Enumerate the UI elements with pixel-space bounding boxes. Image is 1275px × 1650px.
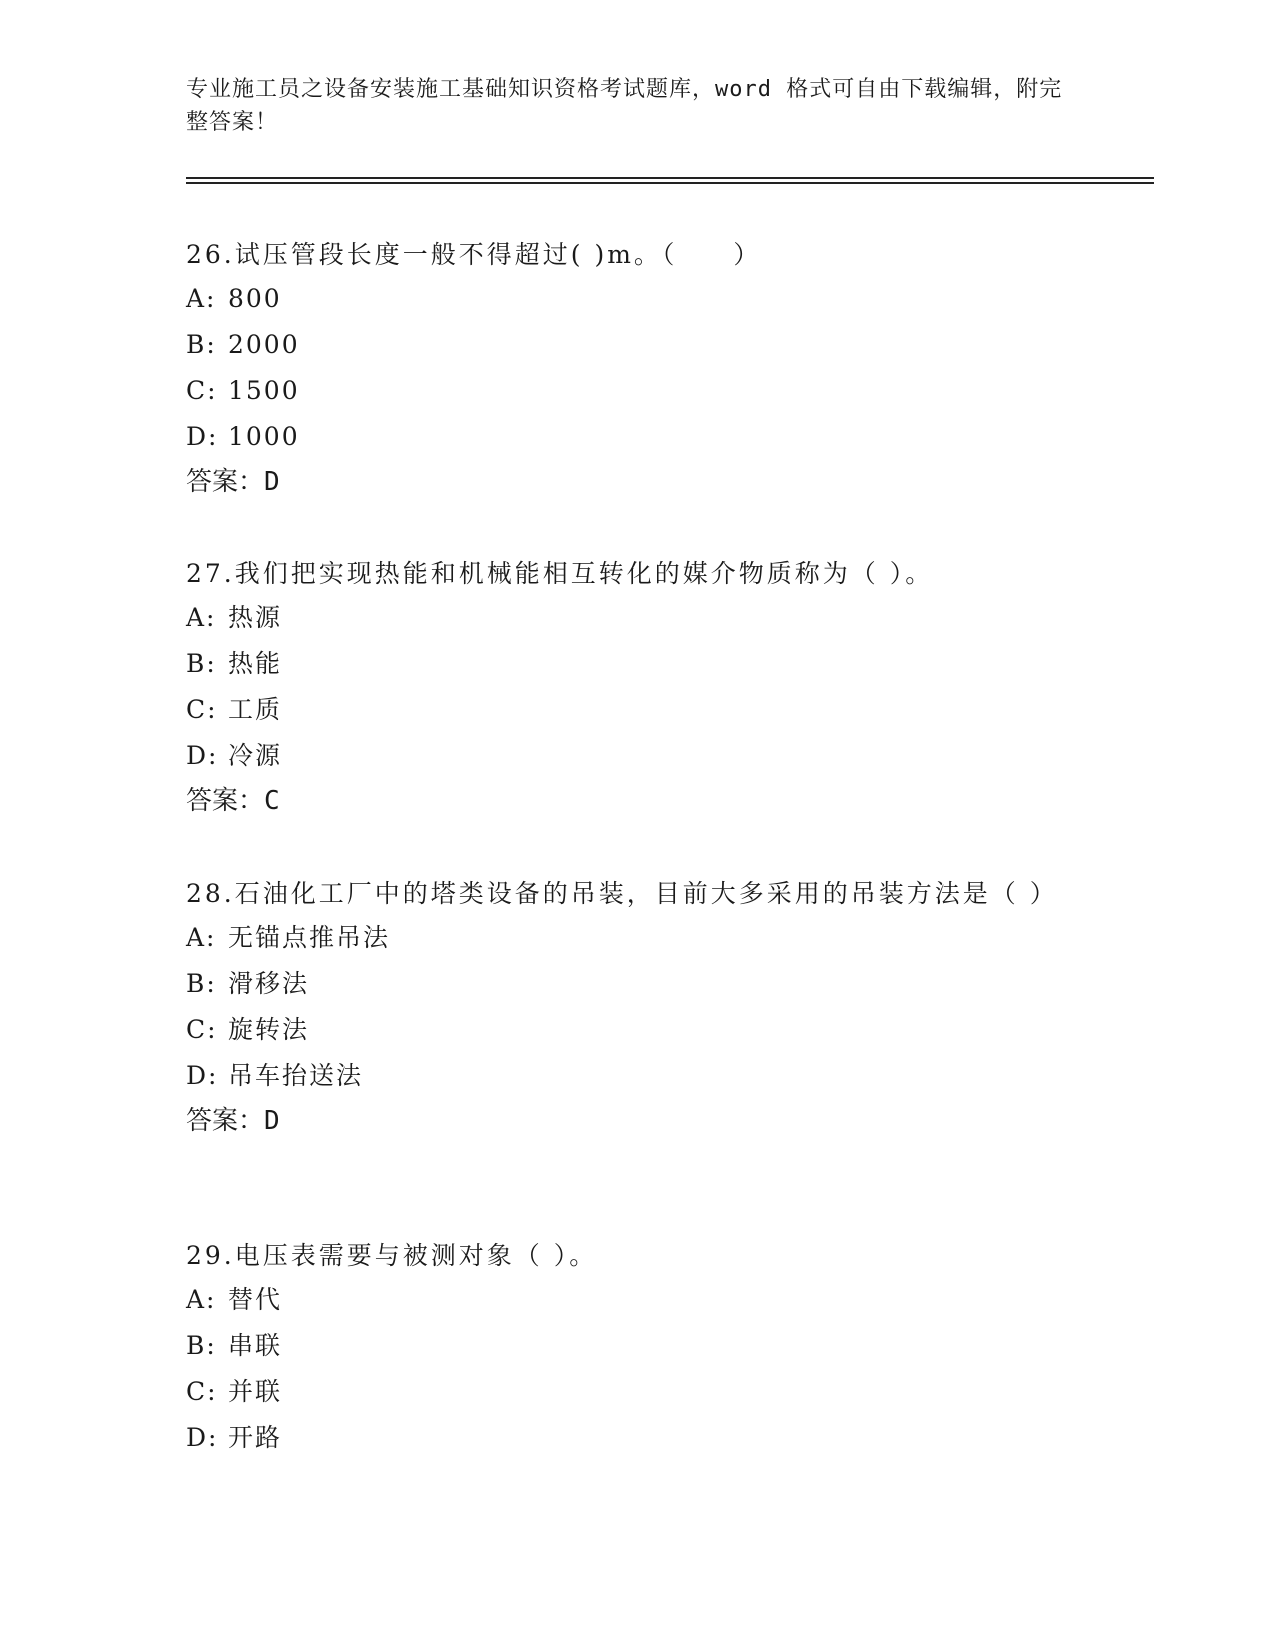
option-c: [186, 368, 1066, 414]
option-text: 替代: [228, 1285, 283, 1314]
option-text: 2000: [228, 330, 300, 359]
option-c: [186, 687, 1066, 733]
option-b: [186, 1323, 1066, 1369]
question-text: 28.石油化工厂中的塔类设备的吊装，目前大多采用的吊装方法是（ ）: [186, 879, 1058, 908]
option-letter: B:: [186, 969, 217, 998]
option-text: 1500: [228, 376, 300, 405]
option-letter: B:: [186, 1331, 217, 1360]
answer-line: 答案：C: [186, 786, 280, 816]
answer-line: 答案：D: [186, 467, 280, 497]
question-29: [186, 1240, 1066, 1461]
option-text: 工质: [228, 695, 283, 724]
header-divider-top: [186, 177, 1154, 179]
header-divider-bottom: [186, 182, 1154, 184]
option-letter: D:: [186, 1061, 219, 1090]
option-letter: D:: [186, 741, 219, 770]
option-c: [186, 1369, 1066, 1415]
option-letter: D:: [186, 1423, 219, 1452]
option-list: [186, 1277, 1066, 1461]
option-d: [186, 414, 1066, 460]
option-d: [186, 733, 1066, 779]
option-text: 旋转法: [228, 1015, 310, 1044]
option-letter: C:: [186, 376, 218, 405]
option-list: [186, 915, 1066, 1099]
option-letter: A:: [186, 1285, 217, 1314]
option-letter: C:: [186, 1015, 218, 1044]
option-text: 吊车抬送法: [228, 1061, 364, 1090]
option-text: 串联: [228, 1331, 283, 1360]
option-letter: A:: [186, 284, 217, 313]
option-letter: C:: [186, 695, 218, 724]
option-d: [186, 1415, 1066, 1461]
option-text: 滑移法: [228, 969, 310, 998]
question-text: 27.我们把实现热能和机械能相互转化的媒介物质称为（ ）。: [186, 559, 934, 588]
option-text: 开路: [228, 1423, 283, 1452]
document-header: 专业施工员之设备安装施工基础知识资格考试题库，word 格式可自由下载编辑，附完整答案！: [186, 77, 1063, 135]
option-a: [186, 915, 1066, 961]
option-b: [186, 641, 1066, 687]
question-27: [186, 558, 1066, 823]
option-b: [186, 322, 1066, 368]
option-letter: B:: [186, 649, 217, 678]
option-text: 冷源: [228, 741, 283, 770]
question-28: [186, 878, 1066, 1143]
answer-line: 答案：D: [186, 1106, 280, 1136]
option-a: [186, 1277, 1066, 1323]
option-list: [186, 276, 1066, 460]
option-letter: B:: [186, 330, 217, 359]
option-c: [186, 1007, 1066, 1053]
option-text: 800: [228, 284, 282, 313]
question-text: 26.试压管段长度一般不得超过( )m。（ ）: [186, 240, 762, 269]
option-letter: C:: [186, 1377, 218, 1406]
option-text: 1000: [228, 422, 300, 451]
question-26: [186, 239, 1066, 504]
option-letter: D:: [186, 422, 219, 451]
option-d: [186, 1053, 1066, 1099]
option-letter: A:: [186, 923, 217, 952]
option-text: 热源: [228, 603, 283, 632]
option-a: [186, 595, 1066, 641]
option-text: 并联: [228, 1377, 283, 1406]
option-text: 无锚点推吊法: [228, 923, 391, 952]
option-a: [186, 276, 1066, 322]
option-b: [186, 961, 1066, 1007]
question-text: 29.电压表需要与被测对象（ ）。: [186, 1241, 598, 1270]
option-text: 热能: [228, 649, 283, 678]
option-list: [186, 595, 1066, 779]
option-letter: A:: [186, 603, 217, 632]
